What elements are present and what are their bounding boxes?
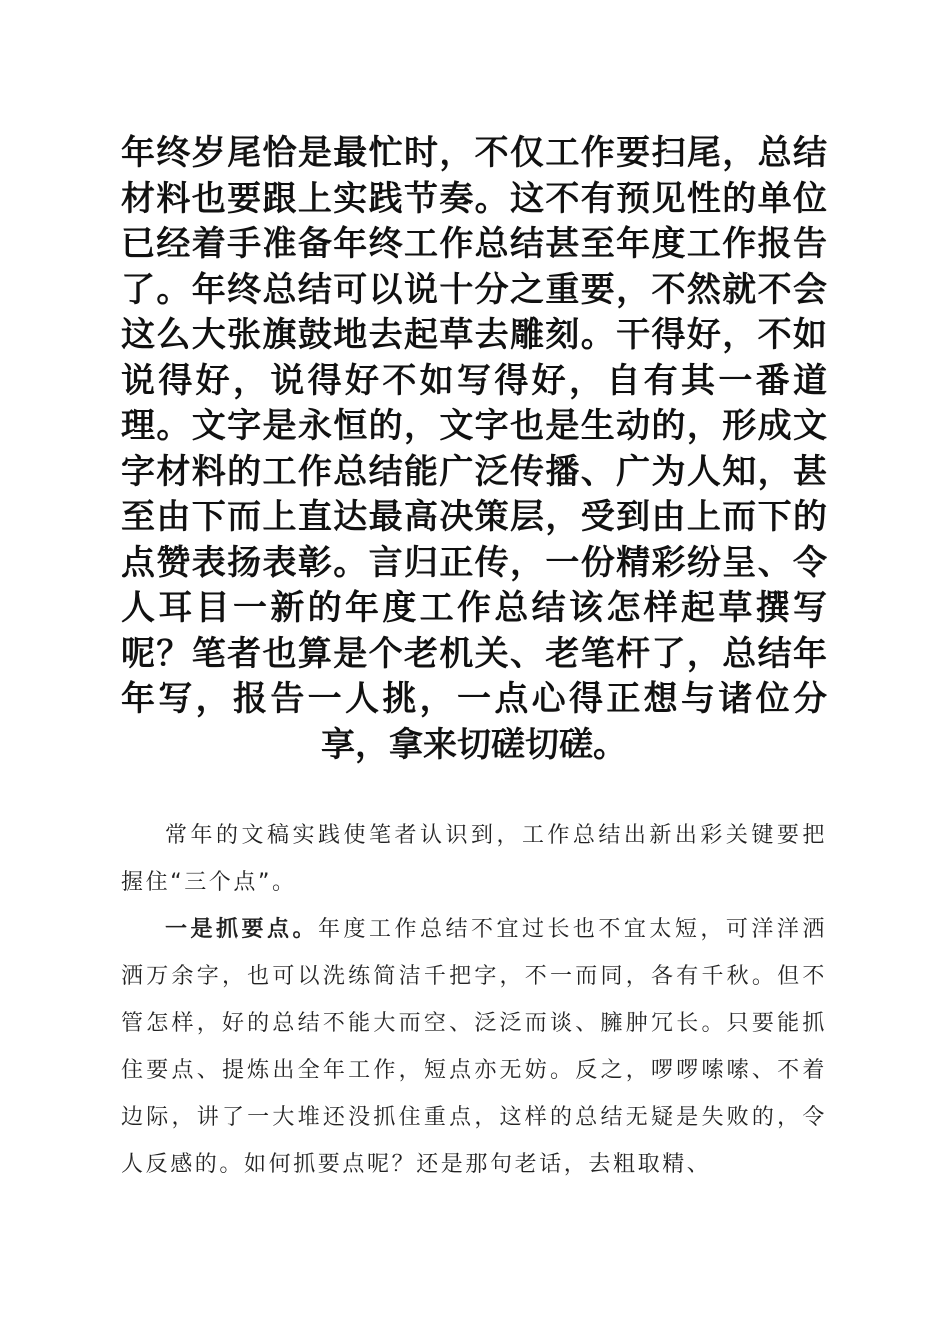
paragraph-point-one xyxy=(121,906,827,1188)
point-one-lead: 一是抓要点。 xyxy=(165,917,318,942)
body-text xyxy=(121,812,827,1188)
paragraph-intro: 常年的文稿实践使笔者认识到，工作总结出新出彩关键要把握住“三个点”。 xyxy=(121,823,827,895)
intro-heading-paragraph: 年终岁尾恰是最忙时，不仅工作要扫尾，总结材料也要跟上实践节奏。这不有预见性的单位已经着手准备年终工作总结甚至年度工作报告了。年终总结可以说十分之重要，不然就不会这么大张旗鼓地去起草去雕刻。干得好，不如说得好，说得好不如写得好，自有其一番道理。文字是永恒的，文字也是生动的，形成文字材料的工作总结能广泛传播、广为人知，甚至由下而上直达最高决策层，受到由上而下的点赞表扬表彰。言归正传，一份精彩纷呈、令人耳目一新的年度工作总结该怎样起草撰写呢？笔者也算是个老机关、老笔杆了，总结年年写，报告一人挑，一点心得正想与诸位分享，拿来切磋切磋。 xyxy=(121,133,827,765)
point-one-body: 年度工作总结不宜过长也不宜太短，可洋洋洒洒万余字，也可以洗练简洁千把字，不一而同，各有千秋。但不管怎样，好的总结不能大而空、泛泛而谈、臃肿冗长。只要能抓住要点、提炼出全年工作，短点亦无妨。反之，啰啰嗦嗦、不着边际，讲了一大堆还没抓住重点，这样的总结无疑是失败的，令人反感的。如何抓要点呢？还是那句老话，去粗取精、 xyxy=(121,917,827,1177)
